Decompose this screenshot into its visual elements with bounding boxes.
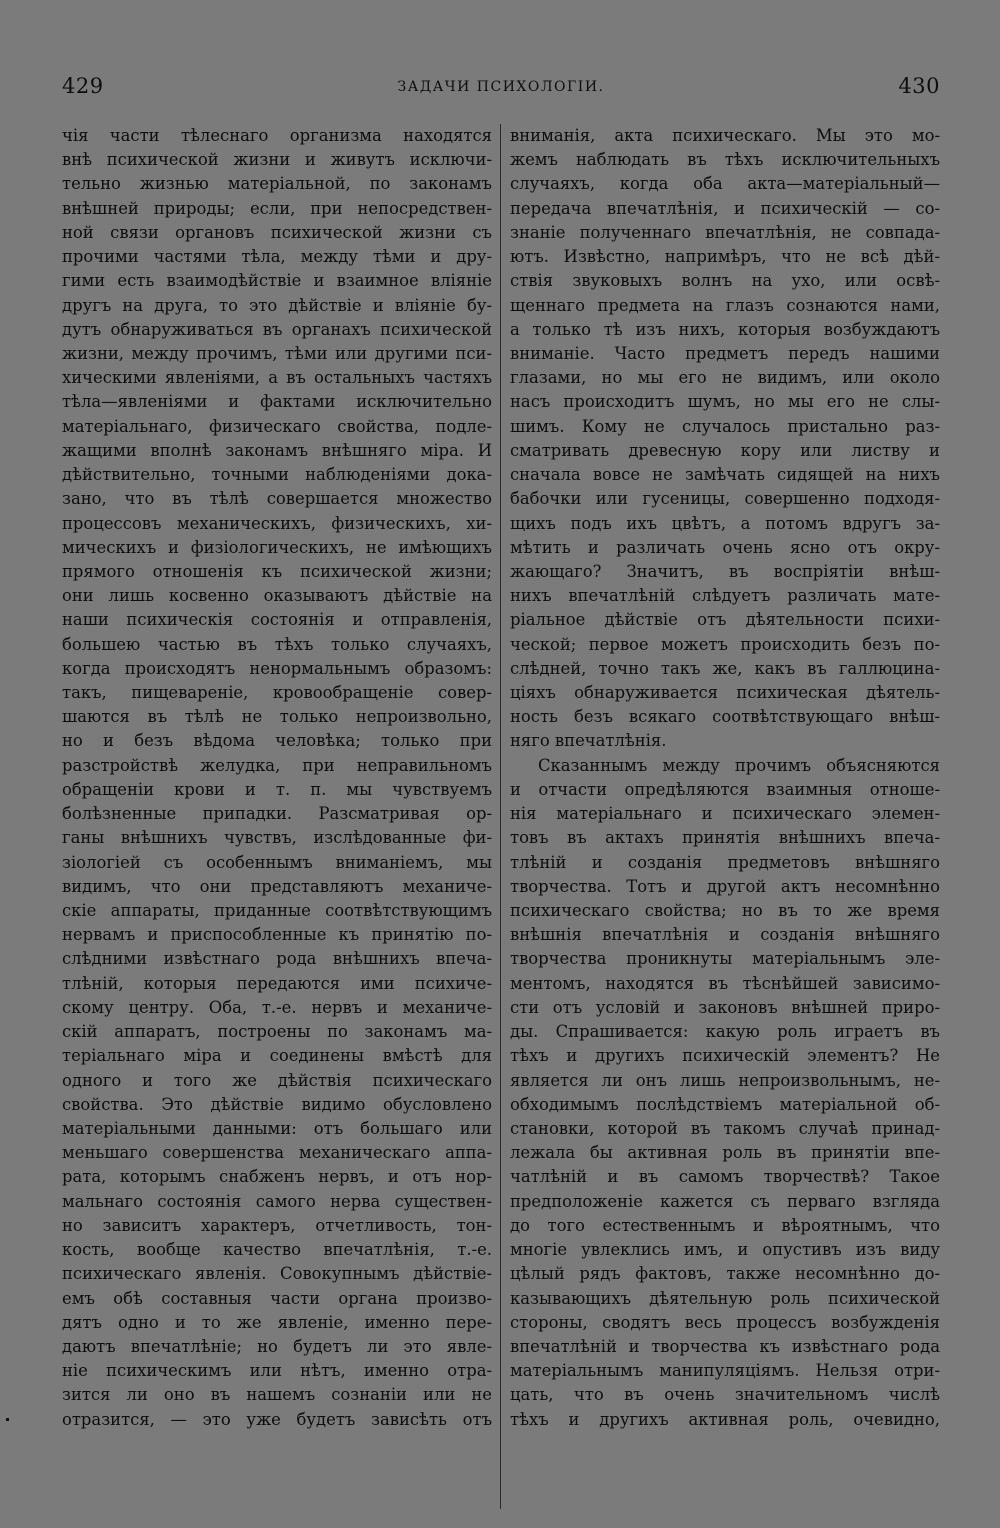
text-line: щихъ подъ ихъ цвѣтъ, а потомъ вдругъ за-	[510, 513, 940, 533]
text-line: кость, вообще качество впечатлѣнія, т.-е.	[62, 1240, 492, 1260]
text-line: шаются въ тѣлѣ не только непроизвольно,	[62, 707, 492, 727]
text-line: чія части тѣлеснаго организма находятся	[62, 126, 492, 145]
text-line: слѣдними извѣстнаго рода внѣшнихъ впеча-	[62, 949, 492, 969]
text-line: внѣшнія впечатлѣнія и созданія внѣшняго	[510, 925, 940, 945]
text-line: дѣйствительно, точными наблюденіями дока-	[62, 465, 492, 485]
right-text-column	[510, 124, 940, 1432]
text-line: казывающихъ дѣятельную роль психической	[510, 1288, 940, 1308]
text-line: тѣхъ и другихъ активная роль, очевидно,	[510, 1409, 940, 1429]
text-line: зится ли оно въ нашемъ сознаніи или не	[62, 1385, 492, 1405]
text-line: тѣла—явленіями и фактами исключительно	[62, 392, 492, 412]
text-line: ствія звуковыхъ волнъ на ухо, или освѣ-	[510, 271, 940, 291]
text-line: разстройствѣ желудка, при неправильномъ	[62, 755, 492, 775]
text-line: цѣлый рядъ фактовъ, также несомнѣнно до-	[510, 1264, 940, 1284]
text-line: тельно жизнью матеріальной, по законамъ	[62, 174, 492, 194]
text-line: жащими вполнѣ законамъ внѣшняго міра. И	[62, 440, 492, 460]
text-line: дятъ одно и то же явленіе, именно пере-	[62, 1312, 492, 1332]
text-line: ды. Спрашивается: какую роль играетъ въ	[510, 1022, 940, 1042]
text-line: наши психическія состоянія и отправленія,	[62, 610, 492, 630]
text-line: свойства. Это дѣйствіе видимо обусловлено	[62, 1094, 492, 1114]
text-line: нихъ впечатлѣній слѣдуетъ различать мате-	[510, 586, 940, 606]
text-line: впечатлѣній и творчества къ извѣстнаго рода	[510, 1336, 940, 1356]
text-line: ной связи органовъ психической жизни съ	[62, 222, 492, 242]
text-line: ютъ. Извѣстно, напримѣръ, что не всѣ дѣй-	[510, 247, 940, 267]
text-line: ціяхъ обнаруживается психическая дѣятель-	[510, 683, 940, 703]
text-line: слѣдней, точно такъ же, какъ въ галлюцина-	[510, 658, 940, 678]
text-line: тѣхъ и другихъ психическій элементъ? Не	[510, 1046, 940, 1066]
text-line: щеннаго предмета на глазъ сознаются нами,	[510, 295, 940, 315]
text-line: гими есть взаимодѣйствіе и взаимное вліяніе	[62, 271, 492, 291]
text-line: процессовъ механическихъ, физическихъ, хи-	[62, 513, 492, 533]
right-page-number: 430	[898, 74, 940, 98]
text-line: тлѣній, которыя передаются ими психиче-	[62, 973, 492, 993]
text-line: тлѣній и созданія предметовъ внѣшняго	[510, 852, 940, 872]
text-line: жемъ наблюдать въ тѣхъ исключительныхъ	[510, 150, 940, 170]
text-line: ніе психическимъ или нѣтъ, именно отра-	[62, 1361, 492, 1381]
text-line: ріальное дѣйствіе отъ дѣятельности психи-	[510, 610, 940, 630]
text-line: многіе увлеклись имъ, и опустивъ изъ виду	[510, 1240, 940, 1260]
text-line: глазами, но мы его не видимъ, или около	[510, 368, 940, 388]
text-line: матеріальнаго, физическаго свойства, подле-	[62, 416, 492, 436]
text-line: такъ, пищевареніе, кровообращеніе совер-	[62, 683, 492, 703]
text-line: но и безъ вѣдома человѣка; только при	[62, 731, 492, 751]
text-line: является ли онъ лишь непроизвольнымъ, не-	[510, 1070, 940, 1090]
page-header	[62, 74, 940, 106]
text-line: бабочки или гусеницы, совершенно подходя-	[510, 489, 940, 509]
text-line: нія матеріальнаго и психическаго элемен-	[510, 804, 940, 824]
text-line: теріальнаго міра и соединены вмѣстѣ для	[62, 1046, 492, 1066]
text-line: цать, что въ очень значительномъ числѣ	[510, 1385, 940, 1405]
text-line: ность безъ всякаго соотвѣтствующаго внѣш-	[510, 707, 940, 727]
text-line: обращеніи крови и т. п. мы чувствуемъ	[62, 779, 492, 799]
column-divider	[500, 124, 501, 1509]
text-line: вниманіе. Часто предметъ передъ нашими	[510, 343, 940, 363]
text-line: рата, которымъ снабженъ нервъ, и отъ нор-	[62, 1167, 492, 1187]
text-line: ческой; первое можетъ происходить безъ по-	[510, 634, 940, 654]
text-line: одного и того же дѣйствія психическаго	[62, 1070, 492, 1090]
left-text-column	[62, 124, 492, 1432]
text-line: психическаго явленія. Совокупнымъ дѣйствіе-	[62, 1264, 492, 1284]
text-line: матеріальными данными: отъ большаго или	[62, 1118, 492, 1138]
text-line: шимъ. Кому не случалось пристально раз-	[510, 416, 940, 436]
text-line: отразится, — это уже будетъ зависѣть отъ	[62, 1409, 492, 1429]
text-line: скіе аппараты, приданные соотвѣтствующимъ	[62, 901, 492, 920]
text-line: психическаго свойства; но въ то же время	[510, 901, 940, 920]
text-line: скій аппаратъ, построены по законамъ ма-	[62, 1022, 492, 1042]
text-line: жающаго? Значитъ, въ воспріятіи внѣш-	[510, 561, 940, 581]
text-line: мѣтить и различать очень ясно отъ окру-	[510, 537, 940, 557]
text-line: няго впечатлѣнія.	[510, 731, 667, 751]
text-line: большею частью въ тѣхъ только случаяхъ,	[62, 634, 492, 654]
text-line: сти отъ условій и законовъ внѣшней приро-	[510, 997, 940, 1017]
text-line: они лишь косвенно оказываютъ дѣйствіе на	[62, 586, 492, 606]
text-line: творчества проникнуты матеріальнымъ эле-	[510, 949, 940, 969]
text-line: сначала вовсе не замѣчать сидящей на нихъ	[510, 465, 940, 485]
text-line: болѣзненные припадки. Разсматривая ор-	[62, 804, 492, 824]
text-line: когда происходятъ ненормальнымъ образомъ:	[62, 658, 492, 678]
text-line: чатлѣній и въ самомъ творчествѣ? Такое	[510, 1167, 940, 1187]
text-line: вниманія, акта психическаго. Мы это мо-	[510, 126, 940, 145]
text-line: внѣшней природы; если, при непосредствен-	[62, 198, 492, 218]
text-line: творчества. Тотъ и другой актъ несомнѣнно	[510, 876, 940, 896]
text-line: даютъ впечатлѣніе; но будетъ ли это явле-	[62, 1336, 492, 1356]
text-line: видимъ, что они представляютъ механиче-	[62, 876, 492, 896]
running-title: ЗАДАЧИ ПСИХОЛОГІИ.	[397, 79, 605, 95]
left-page-number: 429	[62, 74, 104, 98]
text-line: прочими частями тѣла, между тѣми и дру-	[62, 247, 492, 267]
text-line: товъ въ актахъ принятія внѣшнихъ впеча-	[510, 828, 940, 848]
text-line: скому центру. Оба, т.-е. нервъ и механиче-	[62, 997, 492, 1017]
text-line: а только тѣ изъ нихъ, которыя возбуждаютъ	[510, 319, 940, 339]
text-line: лежала бы активная роль въ принятіи впе-	[510, 1143, 940, 1163]
text-line: стороны, сводятъ весь процессъ возбужденія	[510, 1312, 940, 1332]
text-line: мальнаго состоянія самого нерва существен-	[62, 1191, 492, 1211]
text-line: зано, что въ тѣлѣ совершается множество	[62, 489, 492, 509]
text-line: жизни, между прочимъ, тѣми или другими пси-	[62, 343, 492, 363]
text-line: нервамъ и приспособленные къ принятію по-	[62, 925, 492, 945]
text-line: знаніе полученнаго впечатлѣнія, не совпада-	[510, 222, 940, 242]
text-line: ганы внѣшнихъ чувствъ, изслѣдованные фи-	[62, 828, 492, 848]
text-line: Сказаннымъ между прочимъ объясняются	[538, 755, 940, 775]
text-line: насъ происходитъ шумъ, но мы его не слы-	[510, 392, 940, 412]
text-line: емъ обѣ составныя части органа произво-	[62, 1288, 492, 1308]
text-line: мическихъ и физіологическихъ, не имѣющихъ	[62, 537, 492, 557]
text-line: становки, которой въ такомъ случаѣ принад-	[510, 1118, 940, 1138]
text-line: дутъ обнаруживаться въ органахъ психической	[62, 319, 492, 339]
text-line: матеріальнымъ манипуляціямъ. Нельзя отри-	[510, 1361, 940, 1381]
text-line: зіологіей съ особеннымъ вниманіемъ, мы	[62, 852, 492, 872]
text-line: сматривать древесную кору или листву и	[510, 440, 940, 460]
text-line: прямого отношенія къ психической жизни;	[62, 561, 492, 581]
text-line: предположеніе кажется съ перваго взгляда	[510, 1191, 940, 1211]
text-line: ментомъ, находятся въ тѣснѣйшей зависимо-	[510, 973, 940, 993]
text-line: передача впечатлѣнія, и психическій — со-	[510, 198, 940, 218]
text-line: хическими явленіями, а въ остальныхъ частяхъ	[62, 368, 492, 388]
text-line: но зависитъ характеръ, отчетливость, тон-	[62, 1215, 492, 1235]
text-line: другъ на друга, то это дѣйствіе и вліяніе бу-	[62, 295, 492, 315]
print-speck	[6, 1418, 9, 1421]
text-line: и отчасти опредѣляются взаимныя отноше-	[510, 779, 940, 799]
text-line: внѣ психической жизни и живутъ исключи-	[62, 150, 492, 170]
text-line: случаяхъ, когда оба акта—матеріальный—	[510, 174, 940, 194]
text-line: обходимымъ послѣдствіемъ матеріальной об-	[510, 1094, 940, 1114]
text-line: до того естественнымъ и вѣроятнымъ, что	[510, 1215, 940, 1235]
text-line: меньшаго совершенства механическаго аппа-	[62, 1143, 492, 1163]
